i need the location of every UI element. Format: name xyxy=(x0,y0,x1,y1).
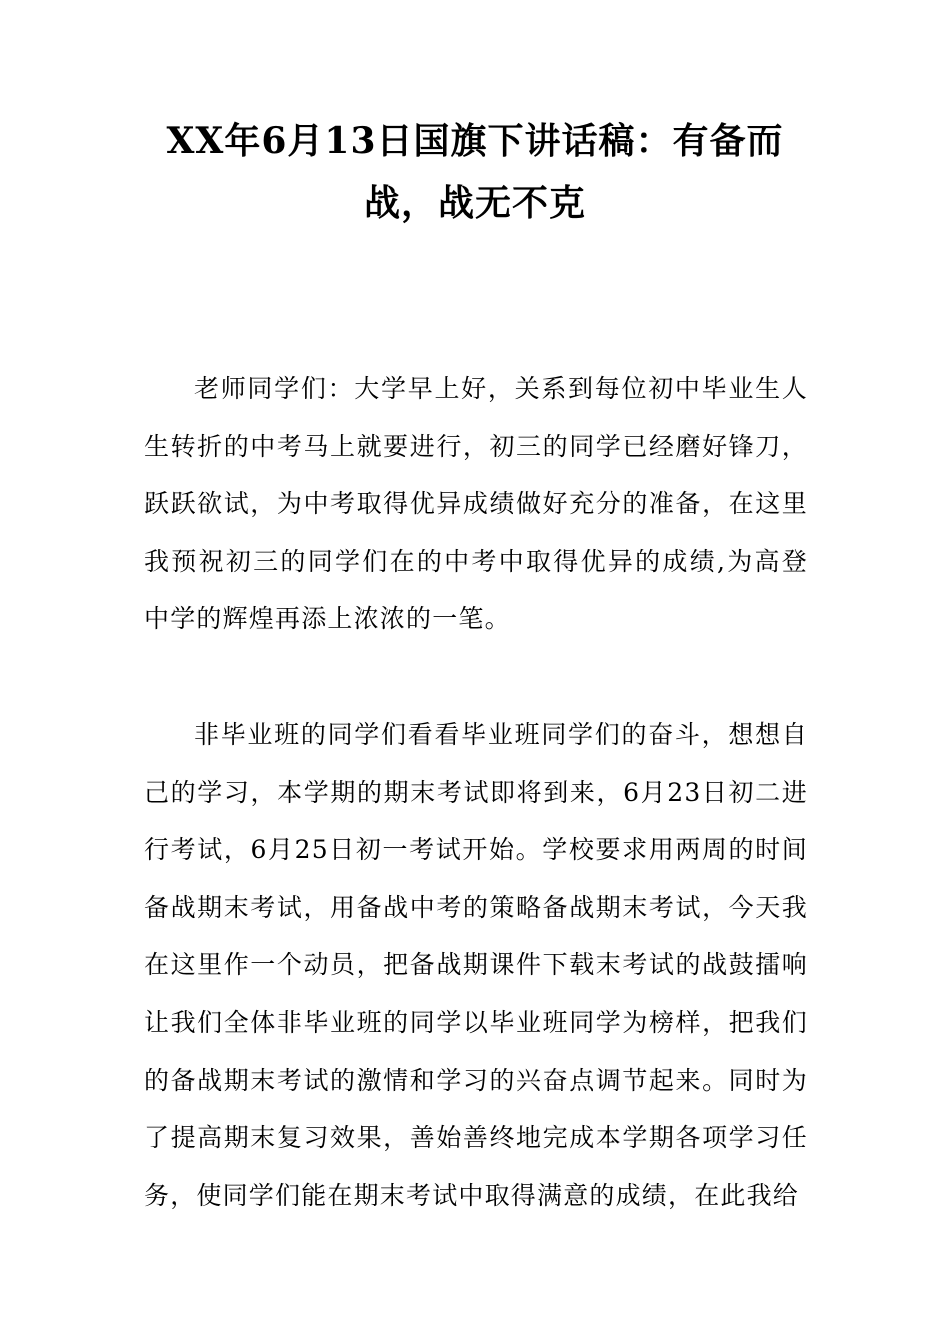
paragraph-exam-mobilization: 非毕业班的同学们看看毕业班同学们的奋斗，想想自己的学习，本学期的期末考试即将到来，6月23日初二进行考试，6月25日初一考试开始。学校要求用两周的时间备战期末考试，用备战中考的策略备战期末考试，今天我在这里作一个动员，把备战期课件下载末考试的战鼓擂响让我们全体非毕业班的同学以毕业班同学为榜样，把我们的备战期末考试的激情和学习的兴奋点调节起来。同时为了提高期末复习效果，善始善终地完成本学期各项学习任务，使同学们能在期末考试中取得满意的成绩，在此我给 xyxy=(144,720,808,1210)
paragraph-greeting: 老师同学们：大学早上好，关系到每位初中毕业生人生转折的中考马上就要进行，初三的同学已经磨好锋刀，跃跃欲试，为中考取得优异成绩做好充分的准备，在这里我预祝初三的同学们在的中考中取得优异的成绩,为高登中学的辉煌再添上浓浓的一笔。 xyxy=(144,374,808,634)
document-title: XX年6月13日国旗下讲话稿：有备而战，战无不克 xyxy=(166,120,784,224)
